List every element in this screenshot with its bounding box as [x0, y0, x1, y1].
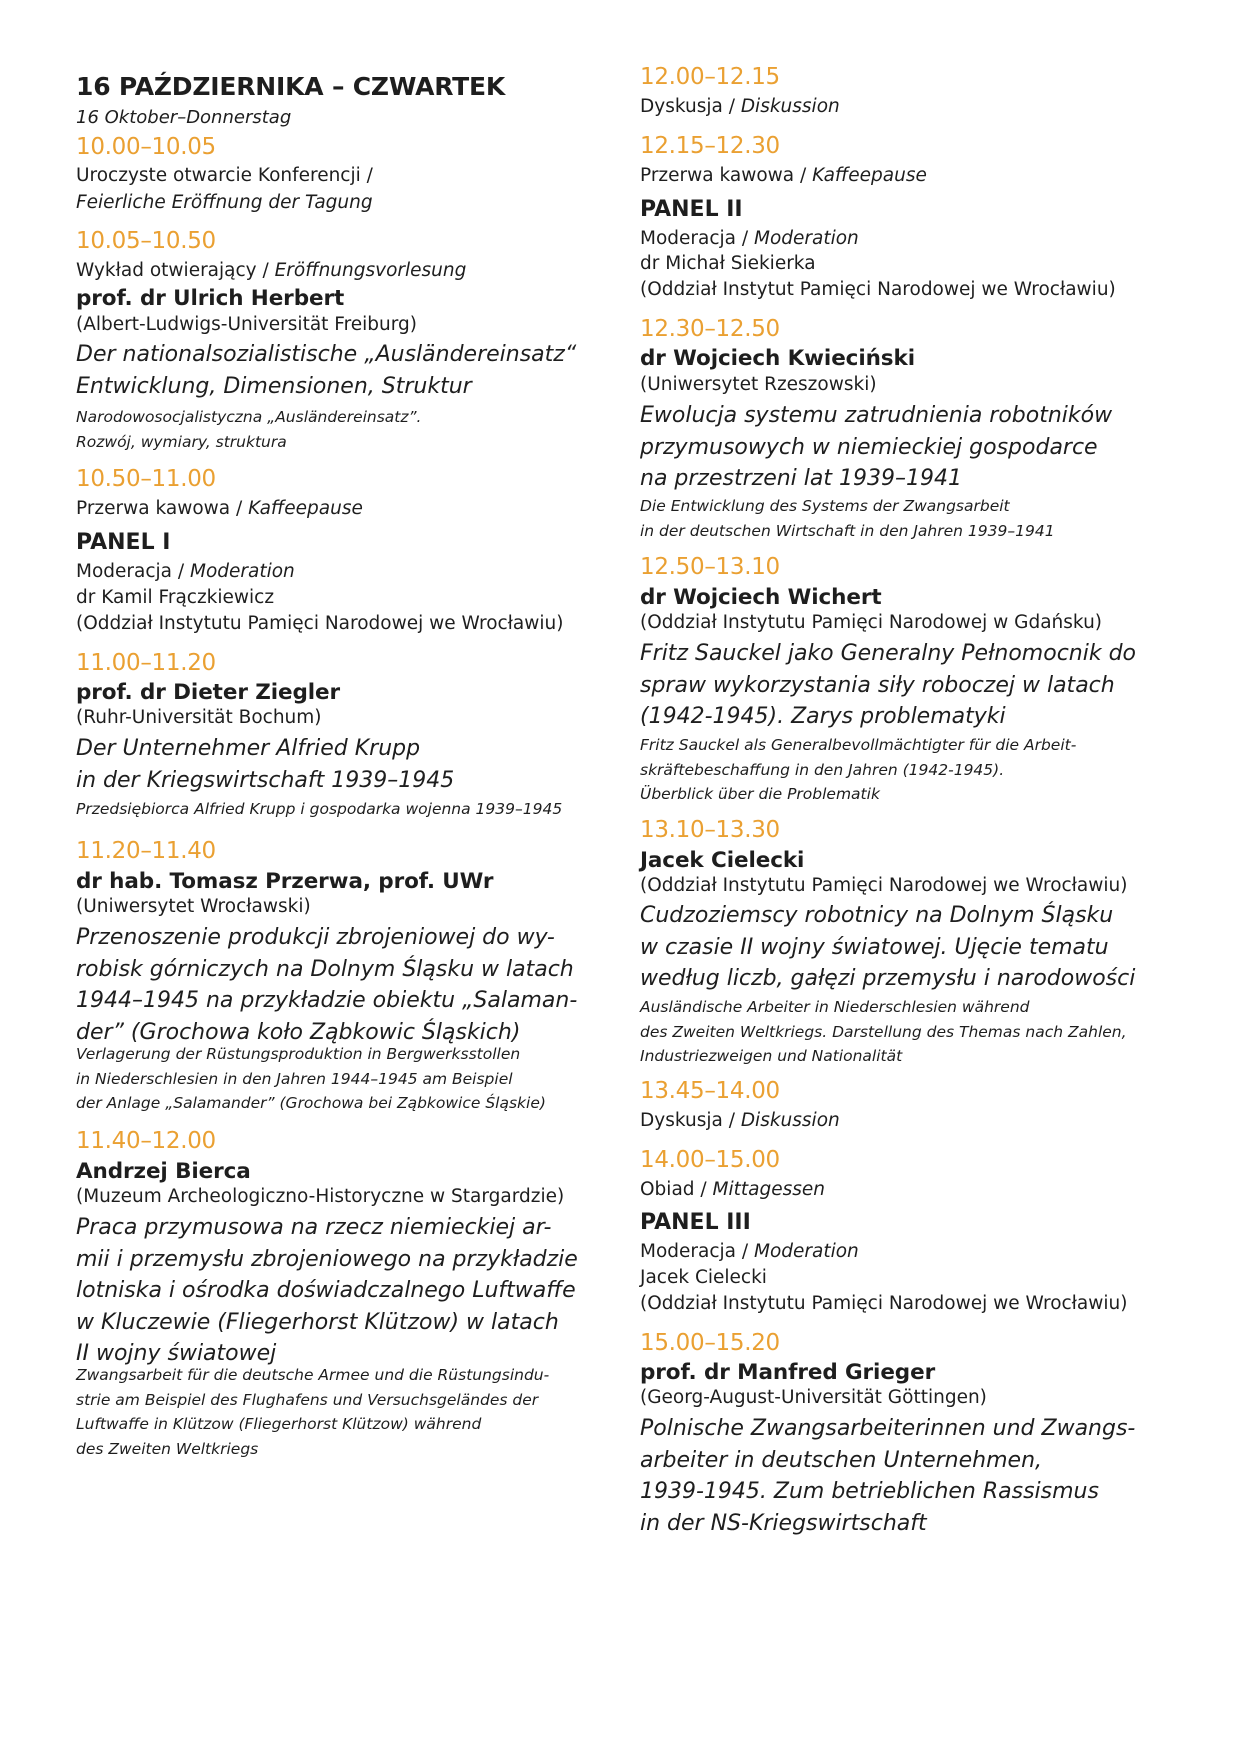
- session-time: 11.40–12.00: [76, 1128, 216, 1154]
- moderation-label: Moderacja / Moderation: [640, 228, 859, 249]
- speaker-name: dr Wojciech Kwieciński: [640, 346, 915, 371]
- moderator-name: dr Michał Siekierka: [640, 253, 816, 274]
- session-time: 11.20–11.40: [76, 838, 216, 864]
- speaker-institution: (Oddział Instytutu Pamięci Narodowej w Gdańsku): [640, 612, 1103, 633]
- speaker-institution: (Uniwersytet Rzeszowski): [640, 374, 877, 395]
- moderator-name: Jacek Cielecki: [640, 1267, 767, 1288]
- session-time: 10.50–11.00: [76, 466, 216, 492]
- talk-translation: Narodowosocjalistyczna „Ausländereinsatz”. Rozwój, wymiary, struktura: [76, 408, 422, 451]
- session-time: 15.00–15.20: [640, 1330, 780, 1356]
- talk-translation: Die Entwicklung des Systems der Zwangsarbeit in der deutschen Wirtschaft in den Jahren 1939–1941: [640, 497, 1055, 540]
- day-title: 16 PAŹDZIERNIKA – CZWARTEK: [76, 72, 506, 101]
- panel-heading: PANEL I: [76, 530, 171, 555]
- session-time: 10.05–10.50: [76, 228, 216, 254]
- speaker-name: Andrzej Bierca: [76, 1159, 251, 1184]
- session-time: 14.00–15.00: [640, 1147, 780, 1173]
- day-subtitle: 16 Oktober–Donnerstag: [76, 107, 292, 128]
- session-time: 10.00–10.05: [76, 134, 216, 160]
- talk-translation: Verlagerung der Rüstungsproduktion in Bergwerksstollen in Niederschlesien in den Jahren 1944–1945 am Beispiel der Anlage „Salamander” (Grochowa bei Ząbkowice Śląskie): [76, 1045, 546, 1112]
- speaker-name: Jacek Cielecki: [640, 848, 805, 873]
- talk-title: Der nationalsozialistische „Ausländereinsatz“ Entwicklung, Dimensionen, Struktur: [76, 342, 577, 399]
- session-time: 12.30–12.50: [640, 316, 780, 342]
- session-label: Uroczyste otwarcie Konferencji /: [76, 165, 373, 186]
- talk-translation: Zwangsarbeit für die deutsche Armee und die Rüstungsindu- strie am Beispiel des Flughafens und Versuchsgeländes der Luftwaffe in Klützow (Fliegerhorst Klützow) während des Zweiten Weltkriegs: [76, 1366, 550, 1458]
- speaker-name: prof. dr Manfred Grieger: [640, 1360, 936, 1385]
- session-label: Dyskusja / Diskussion: [640, 96, 840, 117]
- talk-title: Polnische Zwangsarbeiterinnen und Zwangs- arbeiter in deutschen Unternehmen, 1939-1945. Zum betrieblichen Rassismus in der NS-Kriegswirtschaft: [640, 1416, 1136, 1536]
- speaker-name: prof. dr Ulrich Herbert: [76, 286, 345, 311]
- session-label: Przerwa kawowa / Kaffeepause: [76, 498, 363, 519]
- speaker-institution: (Georg-August-Universität Göttingen): [640, 1387, 987, 1408]
- session-label: Przerwa kawowa / Kaffeepause: [640, 165, 927, 186]
- talk-translation: Fritz Sauckel als Generalbevollmächtigter für die Arbeit- skräftebeschaffung in den Jahren (1942-1945). Überblick über die Problematik: [640, 736, 1077, 803]
- session-label: Wykład otwierający / Eröffnungsvorlesung: [76, 260, 467, 281]
- session-time: 12.00–12.15: [640, 64, 780, 90]
- speaker-institution: (Oddział Instytutu Pamięci Narodowej we Wrocławiu): [640, 875, 1128, 896]
- moderator-institution: (Oddział Instytut Pamięci Narodowej we Wrocławiu): [640, 279, 1116, 300]
- session-time: 11.00–11.20: [76, 650, 216, 676]
- session-label: Obiad / Mittagessen: [640, 1179, 825, 1200]
- speaker-institution: (Uniwersytet Wrocławski): [76, 896, 311, 917]
- speaker-name: prof. dr Dieter Ziegler: [76, 680, 341, 705]
- panel-heading: PANEL II: [640, 197, 743, 222]
- session-time: 12.15–12.30: [640, 133, 780, 159]
- speaker-name: dr Wojciech Wichert: [640, 585, 882, 610]
- moderation-label: Moderacja / Moderation: [640, 1241, 859, 1262]
- talk-translation: Przedsiębiorca Alfried Krupp i gospodarka wojenna 1939–1945: [76, 800, 563, 818]
- session-label: Dyskusja / Diskussion: [640, 1110, 840, 1131]
- moderator-institution: (Oddział Instytutu Pamięci Narodowej we Wrocławiu): [640, 1293, 1128, 1314]
- talk-title: Der Unternehmer Alfried Krupp in der Kriegswirtschaft 1939–1945: [76, 736, 455, 793]
- speaker-name: dr hab. Tomasz Przerwa, prof. UWr: [76, 869, 494, 894]
- talk-title: Cudzoziemscy robotnicy na Dolnym Śląsku w czasie II wojny światowej. Ujęcie tematu według liczb, gałęzi przemysłu i narodowości: [640, 903, 1136, 991]
- session-time: 13.10–13.30: [640, 817, 780, 843]
- moderator-institution: (Oddział Instytutu Pamięci Narodowej we Wrocławiu): [76, 613, 564, 634]
- moderation-label: Moderacja / Moderation: [76, 561, 295, 582]
- talk-translation: Ausländische Arbeiter in Niederschlesien während des Zweiten Weltkriegs. Darstellung des Themas nach Zahlen, Industriezweigen und Nationalität: [640, 998, 1127, 1065]
- talk-title: Fritz Sauckel jako Generalny Pełnomocnik do spraw wykorzystania siły roboczej w latach (1942-1945). Zarys problematyki: [640, 641, 1137, 729]
- session-label-de: Feierliche Eröffnung der Tagung: [76, 192, 373, 213]
- moderator-name: dr Kamil Frączkiewicz: [76, 587, 275, 608]
- talk-title: Praca przymusowa na rzecz niemieckiej ar- mii i przemysłu zbrojeniowego na przykładzie lotniska i ośrodka doświadczalnego Luftwaffe w Kluczewie (Fliegerhorst Klützow) w latach II wojny światowej: [76, 1215, 578, 1366]
- session-time: 13.45–14.00: [640, 1078, 780, 1104]
- talk-title: Przenoszenie produkcji zbrojeniowej do wy- robisk górniczych na Dolnym Śląsku w latach 1944–1945 na przykładzie obiektu „Salaman- der” (Grochowa koło Ząbkowic Śląskich): [76, 925, 578, 1045]
- panel-heading: PANEL III: [640, 1210, 751, 1235]
- speaker-institution: (Muzeum Archeologiczno-Historyczne w Stargardzie): [76, 1186, 565, 1207]
- talk-title: Ewolucja systemu zatrudnienia robotników przymusowych w niemieckiej gospodarce na przestrzeni lat 1939–1941: [640, 403, 1113, 491]
- speaker-institution: (Ruhr-Universität Bochum): [76, 707, 322, 728]
- session-time: 12.50–13.10: [640, 554, 780, 580]
- speaker-institution: (Albert-Ludwigs-Universität Freiburg): [76, 314, 418, 335]
